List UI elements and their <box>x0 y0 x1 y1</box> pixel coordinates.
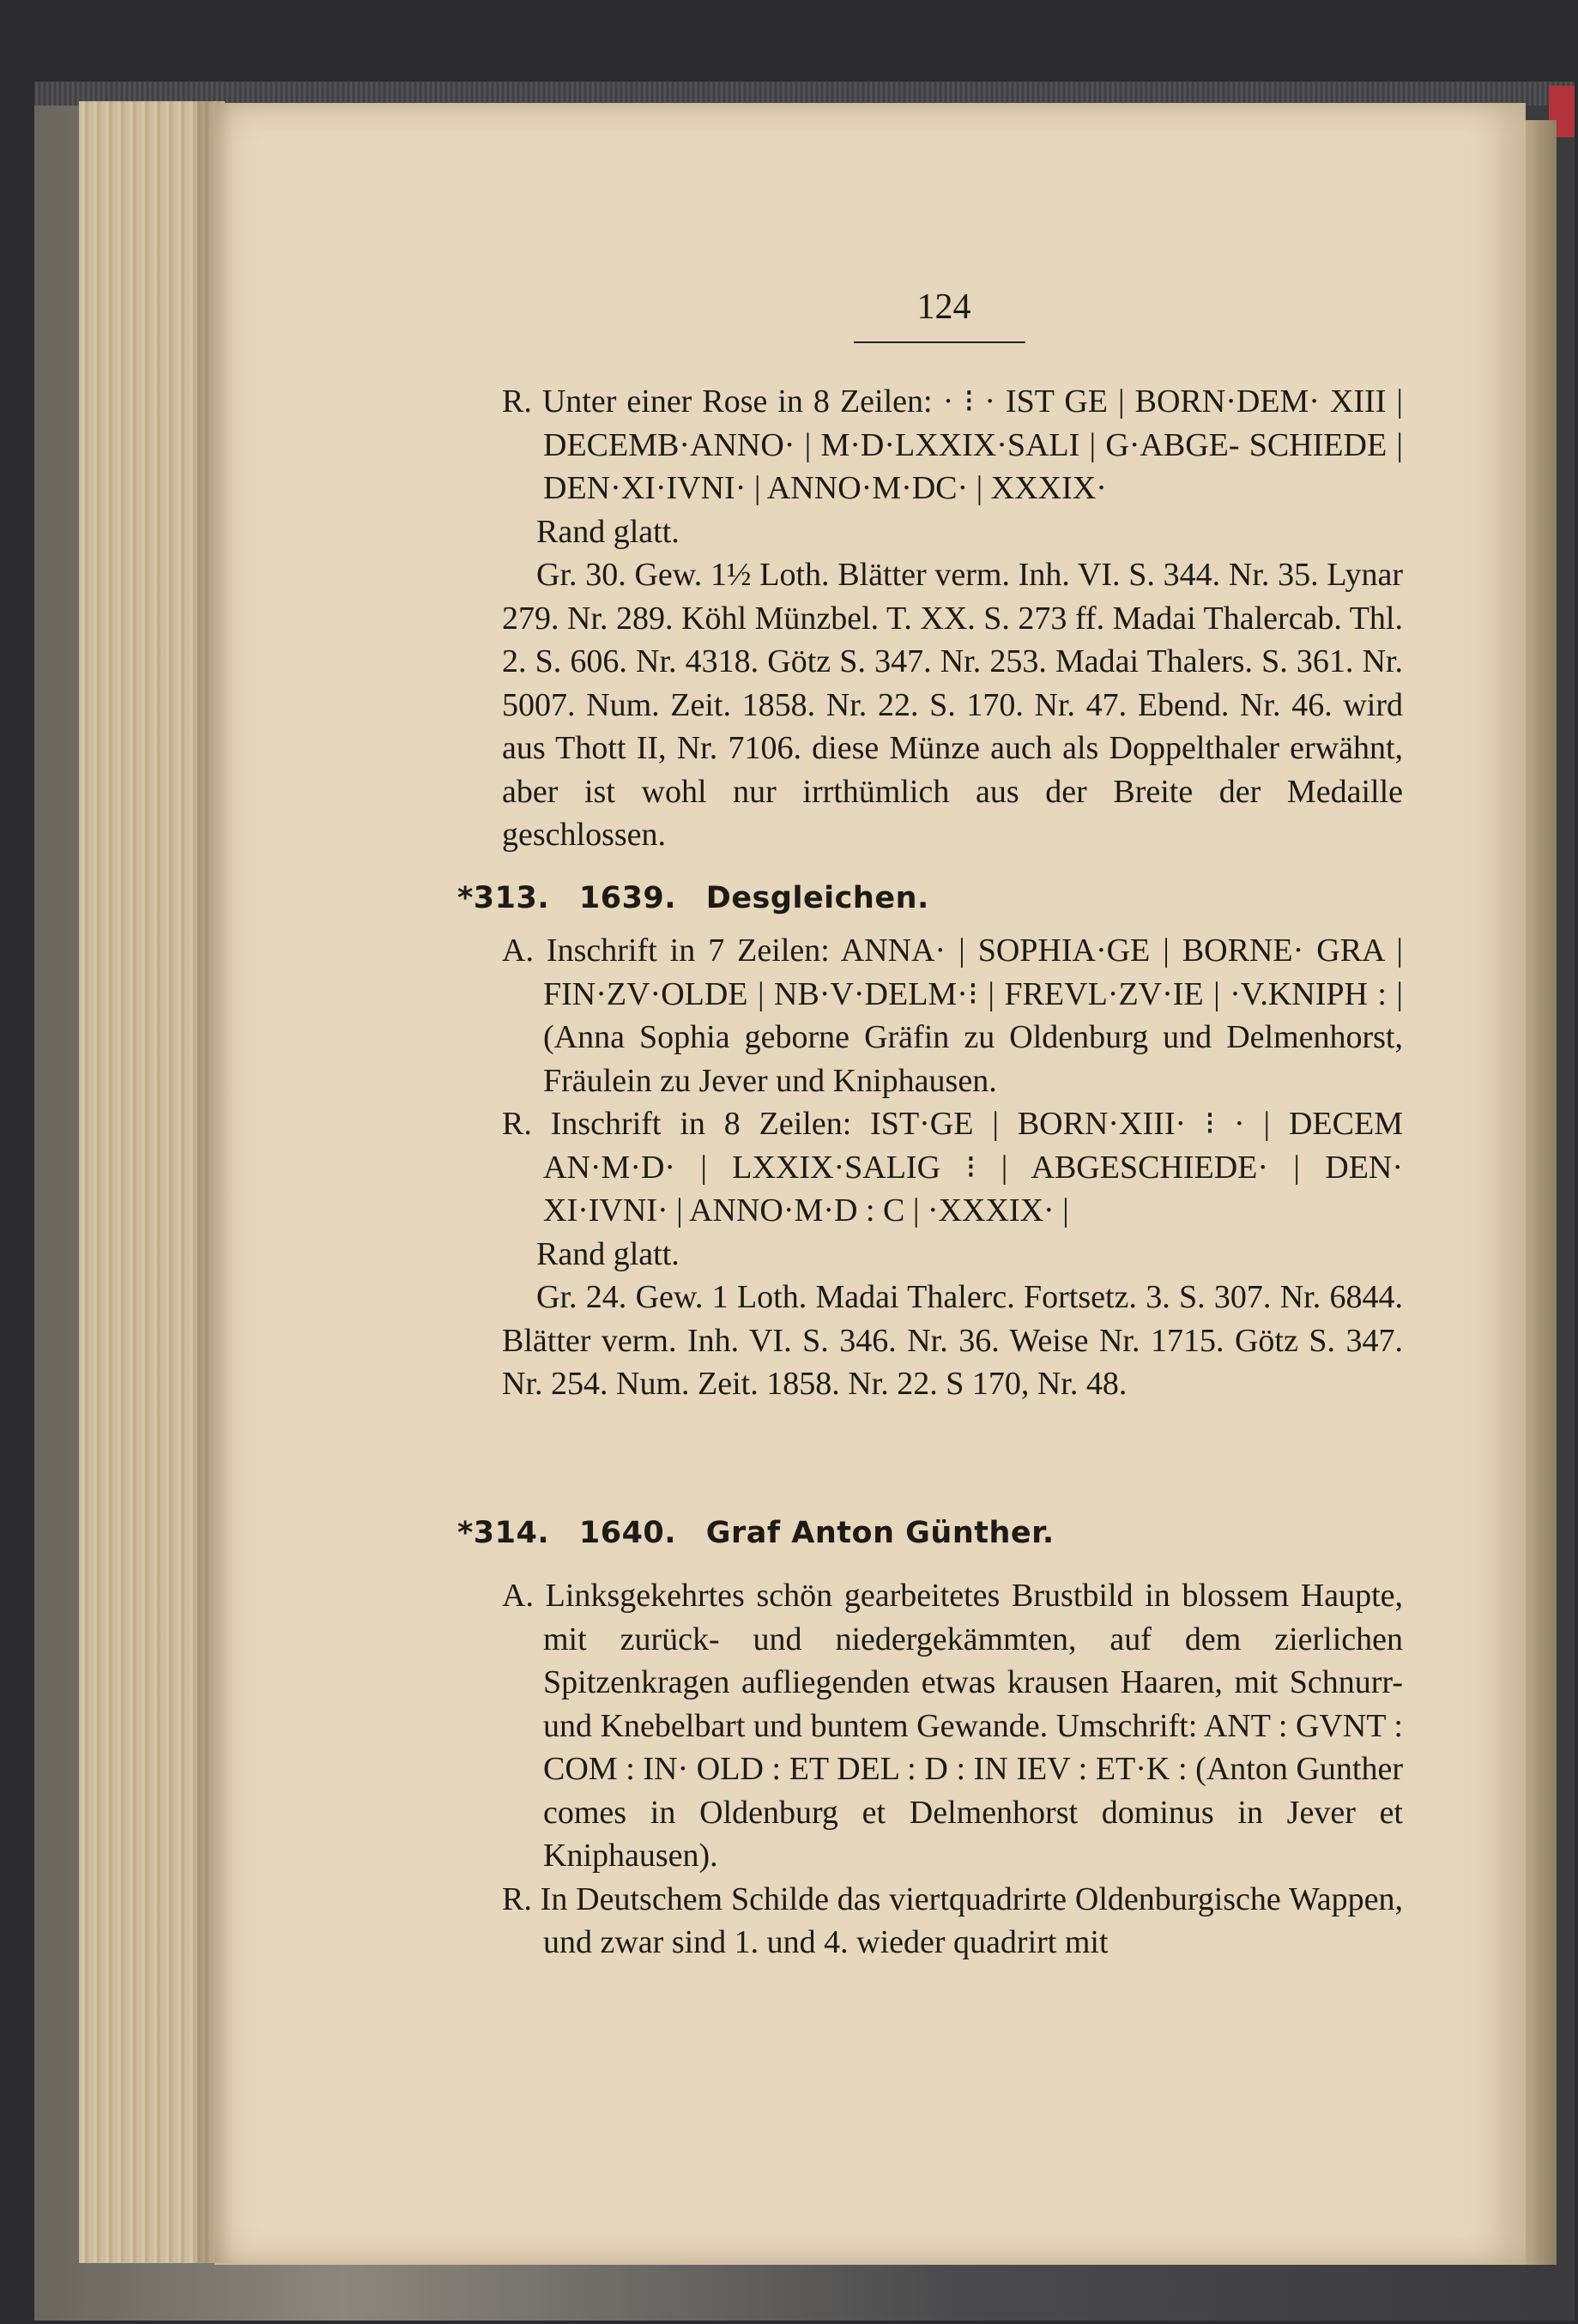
cover-top-edge <box>34 81 1575 106</box>
entry-number: *313. <box>457 881 550 915</box>
entry-year: 1640. <box>578 1516 677 1550</box>
references: Gr. 30. Gew. 1½ Loth. Blätter verm. Inh. VI. S. 344. Nr. 35. Lynar 279. Nr. 289. Köhl Münzbel. T. XX. S. 273 ff. Madai Thalercab. Thl. 2. S. 606. Nr. 4318. Götz S. 347. Nr. 253. Madai Thalers. S. 361. Nr. 5007. Num. Zeit. 1858. Nr. 22. S. 170. Nr. 47. Ebend. Nr. 46. wird aus Thott II, Nr. 7106. diese Münze auch als Doppelthaler erwähnt, aber ist wohl nur irrthümlich aus der Breite der Medaille geschlossen. <box>502 557 1403 853</box>
entry-title: Desgleichen. <box>705 881 929 915</box>
reverse-description: R. In Deutschem Schilde das viertquadrirte Oldenburgische Wappen, und zwar sind 1. und 4. wieder quadrirt mit <box>502 1880 1403 1960</box>
obverse-description: A. Inschrift in 7 Zeilen: ANNA· | SOPHIA·GE | BORNE· GRA | FIN·ZV·OLDE | NB·V·DELM·⁝ | FREVL·ZV·IE | ·V.KNIPH : | (Anna Sophia geborne Gräfin zu Oldenburg und Delmenhorst, Fräulein zu Jever und Kniphausen. <box>502 933 1403 1099</box>
reverse-description: R. Inschrift in 8 Zeilen: IST·GE | BORN·XIII· ⁝ · | DECEM AN·M·D· | LXXIX·SALIG ⁝ | ABGESCHIEDE· | DEN· XI·IVNI· | ANNO·M·D : C | ·XXXIX· | <box>502 1106 1403 1228</box>
entry-313-body <box>502 929 1403 1406</box>
entry-number: *314. <box>457 1516 550 1550</box>
obverse-description: A. Linksgekehrtes schön gearbeitetes Brustbild in blossem Haupte, mit zurück- und niedergekämmten, auf dem zierlichen Spitzenkragen aufliegenden etwas krausen Haaren, mit Schnurr- und Knebelbart und buntem Gewande. Umschrift: ANT : GVNT : COM : IN· OLD : ET DEL : D : IN IEV : ET·K : (Anton Gunther comes in Oldenburg et Delmenhorst dominus in Jever et Kniphausen). <box>502 1578 1403 1874</box>
reverse-description: R. Unter einer Rose in 8 Zeilen: · ⁝ · IST GE | BORN·DEM· XIII | DECEMB·ANNO· | M·D·LXXIX·SALI | G·ABGE- SCHIEDE | DEN·XI·IVNI· | ANNO·M·DC· | XXXIX· <box>502 383 1403 506</box>
entry-year: 1639. <box>578 881 677 915</box>
entry-313-heading <box>457 877 948 920</box>
entry-title: Graf Anton Günther. <box>705 1516 1055 1550</box>
edge-note: Rand glatt. <box>536 1235 680 1272</box>
entry-314-heading <box>457 1512 1073 1554</box>
page-fore-edge <box>1526 120 1557 2265</box>
edge-note: Rand glatt. <box>536 513 680 550</box>
page-number: 124 <box>916 287 971 327</box>
entry-314-body <box>502 1574 1403 1965</box>
page-number-rule <box>854 341 1025 343</box>
gutter-shadow <box>197 101 232 2263</box>
entry-312-reverse <box>502 380 1403 857</box>
references: Gr. 24. Gew. 1 Loth. Madai Thalerc. Fortsetz. 3. S. 307. Nr. 6844. Blätter verm. Inh. VI. S. 346. Nr. 36. Weise Nr. 1715. Götz S. 347. Nr. 254. Num. Zeit. 1858. Nr. 22. S 170, Nr. 48. <box>502 1279 1403 1402</box>
